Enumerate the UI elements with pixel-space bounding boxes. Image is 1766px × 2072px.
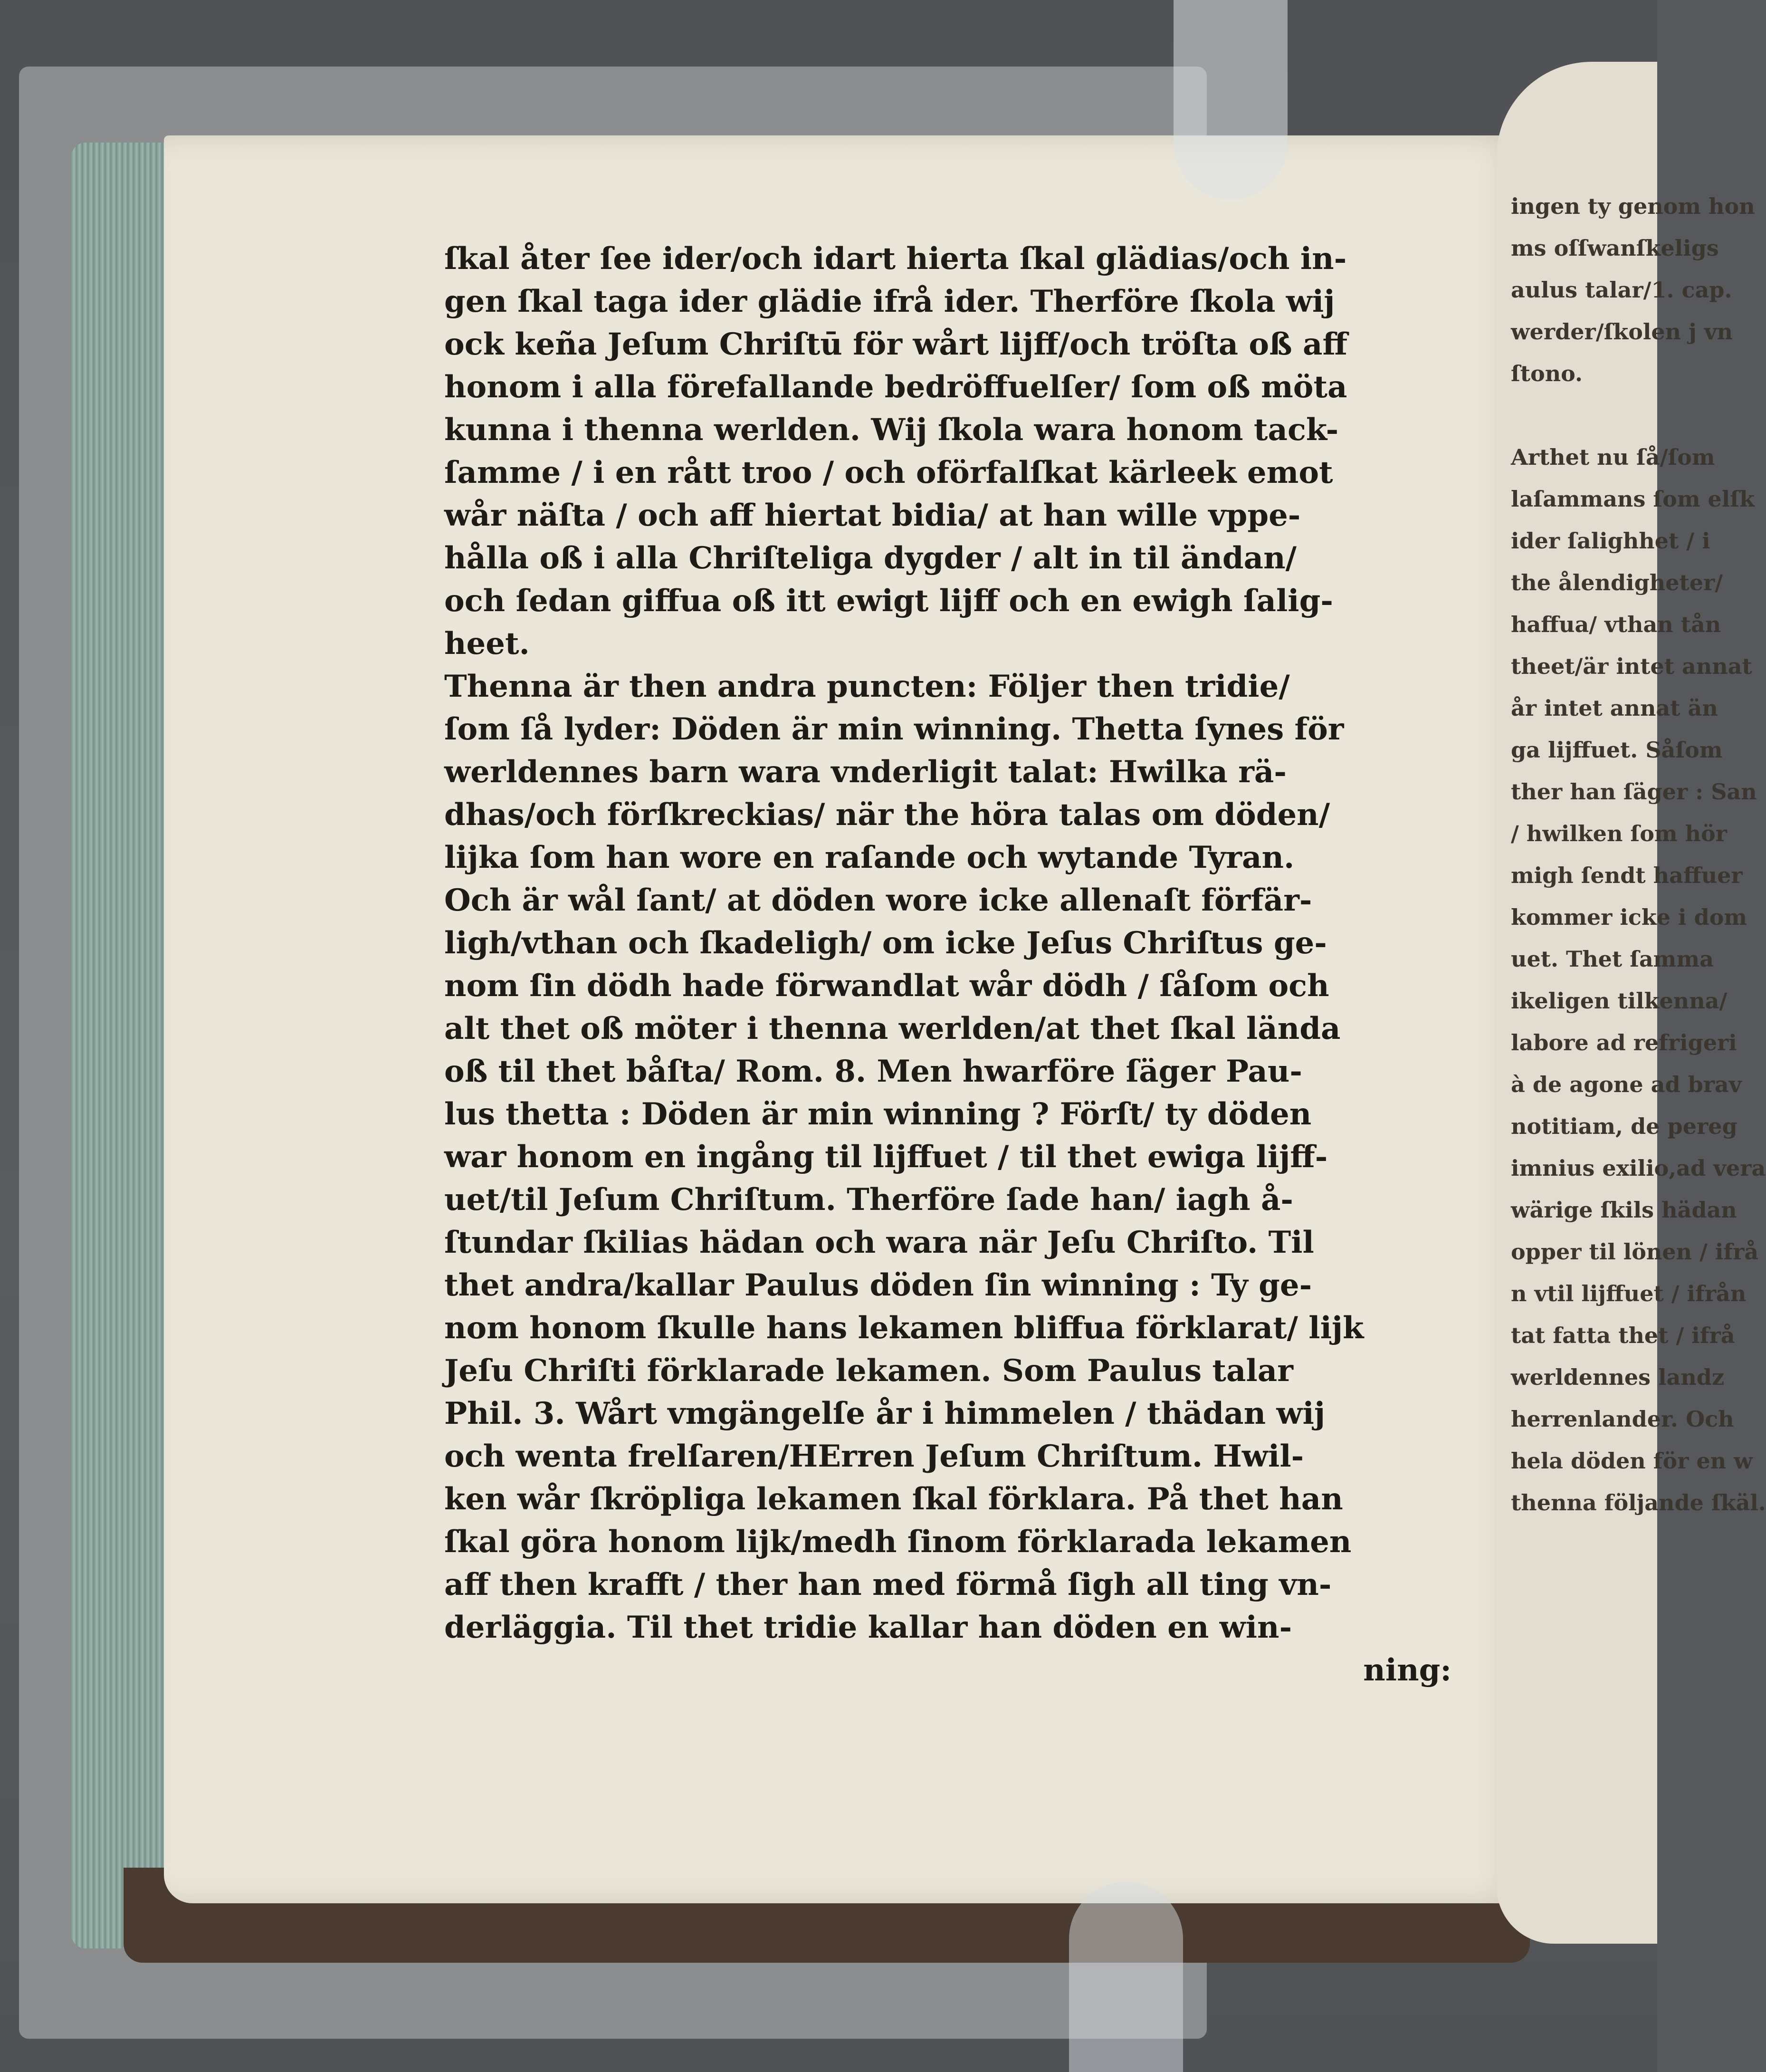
text-line: war honom en ingång til lijffuet / til thet ewiga lijff- bbox=[444, 1139, 1328, 1175]
facing-text-line: kommer icke i dom bbox=[1511, 904, 1747, 930]
facing-text-line: notitiam, de pereg bbox=[1511, 1113, 1737, 1139]
facing-text-line: ms oſſwanſkeligs bbox=[1511, 235, 1719, 261]
facing-text-line: migh ſendt haffuer bbox=[1511, 863, 1743, 888]
facing-text-line: haffua/ vthan tån bbox=[1511, 612, 1721, 637]
text-line: Och är wål ſant/ at döden wore icke allenaſt förfär- bbox=[444, 883, 1312, 918]
text-line: wår näſta / och aff hiertat bidia/ at han wille vppe- bbox=[444, 498, 1301, 533]
facing-text-line: the ålendigheter/ bbox=[1511, 570, 1723, 595]
text-line: ſamme / i en rått troo / och oförfalſkat kärleek emot bbox=[444, 455, 1333, 490]
text-line: Thenna är then andra puncten: Följer then tridie/ bbox=[444, 669, 1290, 704]
text-line: honom i alla förefallande bedröffuelſer/ ſom oß möta bbox=[444, 369, 1347, 405]
text-line: thet andra/kallar Paulus döden ſin winning : Ty ge- bbox=[444, 1267, 1312, 1303]
facing-page-text bbox=[1497, 62, 1766, 1524]
text-line: ſtundar ſkilias hädan och wara när Jeſu Chriſto. Til bbox=[444, 1225, 1314, 1260]
facing-text-line: tat fatta thet / ifrå bbox=[1511, 1323, 1735, 1348]
facing-page bbox=[1497, 62, 1766, 1944]
text-line: och wenta frelſaren/HErren Jeſum Chriſtum. Hwil- bbox=[444, 1439, 1304, 1474]
text-line: oß til thet båſta/ Rom. 8. Men hwarföre ſäger Pau- bbox=[444, 1054, 1302, 1089]
facing-text-line: år intet annat än bbox=[1511, 695, 1718, 721]
text-line: ligh/vthan och ſkadeligh/ om icke Jeſus Chriſtus ge- bbox=[444, 925, 1327, 961]
text-line: aff then krafft / ther han med förmå ſigh all ting vn- bbox=[444, 1567, 1332, 1602]
facing-text-line: ider ſalighhet / i bbox=[1511, 528, 1710, 554]
text-line: alt thet oß möter i thenna werlden/at thet ſkal lända bbox=[444, 1011, 1341, 1046]
facing-text-line: werder/ſkolen j vn bbox=[1511, 319, 1733, 345]
facing-text-line: à de agone ad brav bbox=[1511, 1072, 1742, 1097]
text-line: hålla oß i alla Chriſteliga dygder / alt in til ändan/ bbox=[444, 540, 1297, 576]
facing-text-line: labore ad refrigeri bbox=[1511, 1030, 1737, 1055]
facing-text-line: wärige ſkils hädan bbox=[1511, 1197, 1737, 1223]
text-line: nom ſin dödh hade förwandlat wår dödh / ſåſom och bbox=[444, 968, 1329, 1004]
text-line: uet/til Jeſum Chriſtum. Therföre ſade han/ iagh å- bbox=[444, 1182, 1293, 1218]
facing-text-line: werldennes landz bbox=[1511, 1364, 1725, 1390]
facing-text-line: Arthet nu ſå/ſom bbox=[1511, 444, 1715, 470]
text-line: Jeſu Chriſti förklarade lekamen. Som Paulus talar bbox=[444, 1353, 1293, 1389]
text-line: lijka ſom han wore en raſande och wytande Tyran. bbox=[444, 840, 1295, 875]
text-line: ſkal åter ſee ider/och idart hierta ſkal glädias/och in- bbox=[444, 241, 1347, 277]
facing-text-line: ther han ſäger : San bbox=[1511, 779, 1757, 805]
page-clip-bottom bbox=[1069, 1882, 1183, 2072]
facing-text-line: hela döden för en w bbox=[1511, 1448, 1753, 1474]
text-line: derläggia. Til thet tridie kallar han döden en win- bbox=[444, 1610, 1292, 1645]
text-line: ken wår ſkröpliga lekamen ſkal förklara. På thet han bbox=[444, 1481, 1343, 1517]
text-line: nom honom ſkulle hans lekamen bliffua förklarat/ lijk bbox=[444, 1310, 1364, 1346]
facing-text-line bbox=[1497, 394, 1657, 436]
facing-text-line: ingen ty genom hon bbox=[1511, 193, 1755, 219]
facing-text-line: aulus talar/1. cap. bbox=[1511, 277, 1732, 303]
facing-text-line: theet/är intet annat bbox=[1511, 653, 1752, 679]
facing-text-line: ſtono. bbox=[1511, 361, 1583, 386]
text-line: ning: bbox=[1363, 1652, 1451, 1688]
main-text-block bbox=[444, 238, 1451, 1692]
text-line: dhas/och förſkreckias/ när the höra talas om döden/ bbox=[444, 797, 1330, 833]
text-line: lus thetta : Döden är min winning ? Förſt/ ty döden bbox=[444, 1096, 1312, 1132]
facing-text-line: laſammans ſom elſk bbox=[1511, 486, 1755, 512]
text-line: gen ſkal taga ider glädie ifrå ider. Therföre ſkola wij bbox=[444, 284, 1335, 319]
facing-text-line: imnius exilio,ad vera bbox=[1511, 1155, 1766, 1181]
facing-text-line: ikeligen tilkenna/ bbox=[1511, 988, 1728, 1014]
facing-text-line: opper til lönen / ifrå bbox=[1511, 1239, 1759, 1265]
text-line: kunna i thenna werlden. Wij ſkola wara honom tack- bbox=[444, 412, 1339, 448]
facing-text-line: ga lijffuet. Såſom bbox=[1511, 737, 1723, 763]
text-line: werldennes barn wara vnderligit talat: Hwilka rä- bbox=[444, 754, 1287, 790]
facing-text-line: herrenlander. Och bbox=[1511, 1406, 1734, 1432]
facing-text-line: n vtil lijffuet / ifrån bbox=[1511, 1281, 1747, 1306]
text-line: ock keña Jeſum Chriſtū för wårt lijff/och tröſta oß aff bbox=[444, 326, 1347, 362]
page-clip-top bbox=[1174, 0, 1288, 200]
text-line: ſkal göra honom lijk/medh ſinom förklarada lekamen bbox=[444, 1524, 1352, 1560]
text-line: och ſedan giffua oß itt ewigt lijff och en ewigh ſalig- bbox=[444, 583, 1333, 619]
text-line: heet. bbox=[444, 626, 530, 662]
text-line: ſom ſå lyder: Döden är min winning. Thetta ſynes för bbox=[444, 711, 1344, 747]
facing-text-line: uet. Thet ſamma bbox=[1511, 946, 1714, 972]
facing-text-line: thenna följande ſkäl. bbox=[1511, 1490, 1766, 1516]
text-line: Phil. 3. Wårt vmgängelſe år i himmelen / thädan wij bbox=[444, 1396, 1325, 1431]
facing-text-line: / hwilken ſom hör bbox=[1511, 821, 1727, 846]
